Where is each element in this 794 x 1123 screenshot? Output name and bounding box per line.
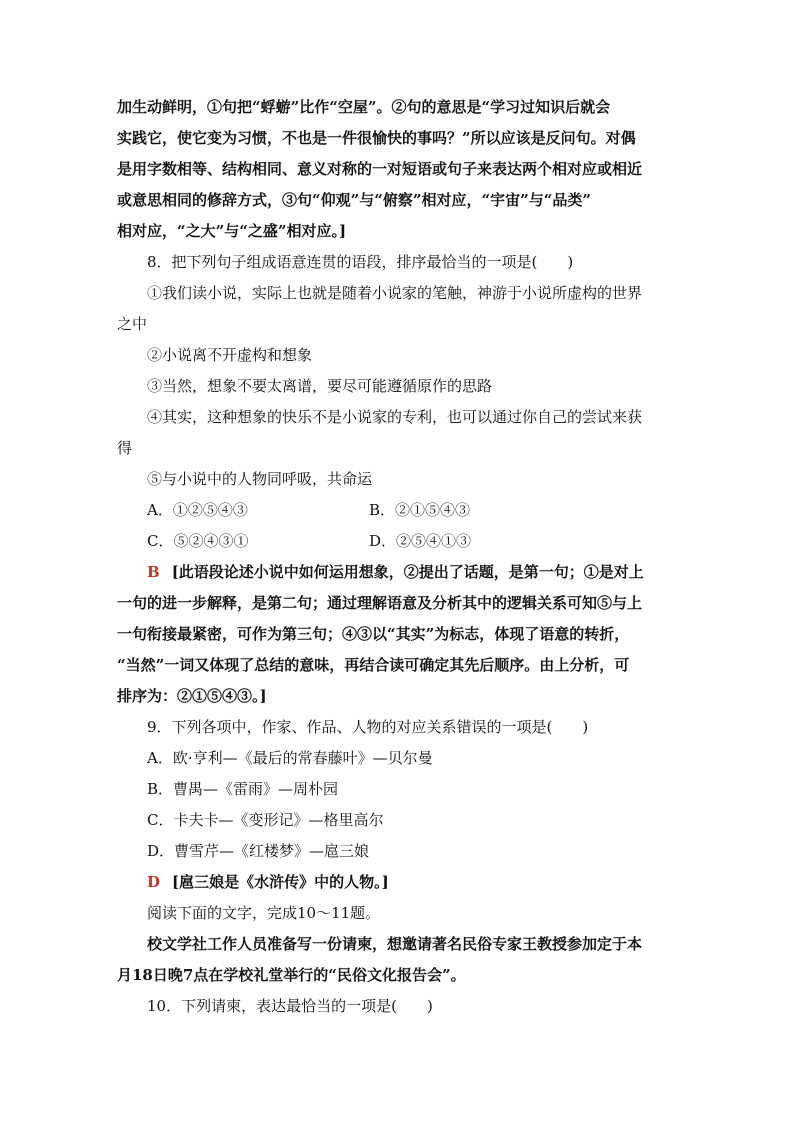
q8-sentence-4-cont: 得 [117, 439, 133, 457]
q8-sentence-3: ③当然，想象不要太离谱，要尽可能遵循原作的思路 [147, 377, 493, 395]
q8-sentence-4: ④其实，这种想象的快乐不是小说家的专利，也可以通过你自己的尝试来获 [147, 408, 643, 426]
q8-option-c: C．⑤②④③① [147, 532, 249, 550]
page-content [117, 92, 677, 1022]
q8-options-row-1 [117, 495, 677, 526]
text-line: 一句衔接最紧密，可作为第三句；④③以“其实”为标志，体现了语意的转折， [117, 625, 630, 643]
text-line: 加生动鲜明，①句把“蜉蝣”比作“空屋”。②句的意思是“学习过知识后就会 [117, 98, 611, 116]
q9-option-b: B．曹禺—《雷雨》—周朴园 [147, 780, 339, 798]
text-span: [此语段论述小说中如何运用想象，②提出了话题，是第一句；①是对上 [171, 563, 644, 581]
q8-option-d: D．②⑤④①③ [369, 532, 472, 550]
q8-answer: B [147, 563, 160, 581]
reading-passage-line: 校文学社工作人员准备写一份请柬，想邀请著名民俗专家王教授参加定于本 [147, 935, 643, 953]
q8-option-b: B．②①⑤④③ [369, 501, 471, 519]
question-9 [117, 712, 677, 898]
q10-stem: 10．下列请柬，表达最恰当的一项是( ) [147, 997, 433, 1015]
text-line: “当然”一词又体现了总结的意味，再结合读可确定其先后顺序。由上分析，可 [117, 656, 630, 674]
text-line: 相对应，“之大”与“之盛”相对应。] [117, 222, 347, 240]
q9-option-c: C．卡夫卡—《变形记》—格里高尔 [147, 811, 384, 829]
text-line: 一句的进一步解释，是第二句；通过理解语意及分析其中的逻辑关系可知⑤与上 [117, 594, 643, 612]
q9-option-d: D．曹雪芹—《红楼梦》—扈三娘 [147, 842, 370, 860]
q8-sentence-2: ②小说离不开虚构和想象 [147, 346, 313, 364]
q8-stem: 8．把下列句子组成语意连贯的语段，排序最恰当的一项是( ) [147, 253, 574, 271]
text-line [117, 557, 677, 588]
reading-intro: 阅读下面的文字，完成10～11题。 [147, 904, 381, 922]
q8-explanation [117, 557, 677, 712]
q9-answer: D [147, 873, 161, 891]
q8-options-row-2 [117, 526, 677, 557]
text-span: [扈三娘是《水浒传》中的人物。] [172, 873, 389, 891]
q8-sentence-1: ①我们读小说，实际上也就是随着小说家的笔触，神游于小说所虚构的世界 [147, 284, 643, 302]
q8-option-a: A．①②⑤④③ [147, 501, 248, 519]
q8-sentence-5: ⑤与小说中的人物同呼吸，共命运 [147, 470, 373, 488]
q8-sentence-1-cont: 之中 [117, 315, 148, 333]
q9-option-a: A．欧·亨利—《最后的常春藤叶》—贝尔曼 [147, 749, 433, 767]
question-8 [117, 247, 677, 712]
q9-explanation [117, 867, 677, 898]
q9-stem: 9．下列各项中，作家、作品、人物的对应关系错误的一项是( ) [147, 718, 589, 736]
reading-section [117, 898, 677, 991]
reading-passage-line: 月18日晚7点在学校礼堂举行的“民俗文化报告会”。 [117, 966, 466, 984]
text-line: 实践它，使它变为习惯，不也是一件很愉快的事吗？”所以应该是反问句。对偶 [117, 129, 636, 147]
text-line: 或意思相同的修辞方式，③句“仰观”与“俯察”相对应，“宇宙”与“品类” [117, 191, 592, 209]
text-line: 是用字数相等、结构相同、意义对称的一对短语或句子来表达两个相对应或相近 [117, 160, 643, 178]
text-line: 排序为：②①⑤④③。] [117, 687, 267, 705]
q7-explanation [117, 92, 677, 247]
